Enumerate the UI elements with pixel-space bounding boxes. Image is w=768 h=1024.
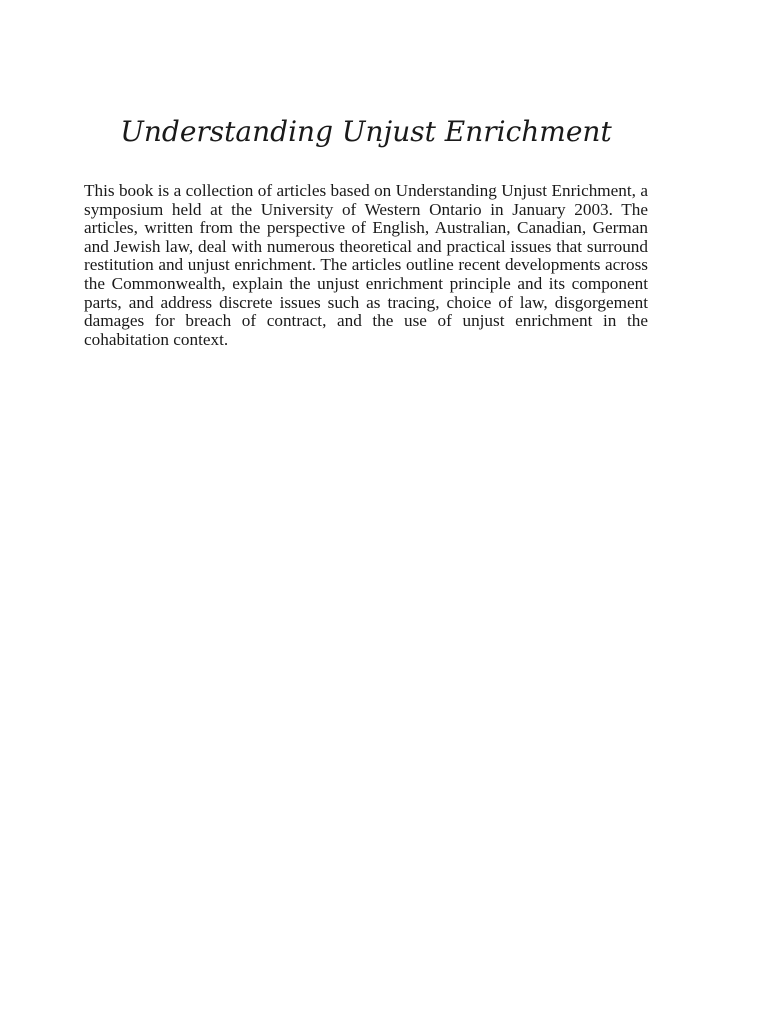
book-title: Understanding Unjust Enrichment	[120, 115, 612, 148]
book-description: This book is a collection of articles based on Understanding Unjust Enrichment, a symposium held at the University of Western Ontario in January 2003. The articles, written from the perspective of English, Australian, Canadian, German and Jewish law, deal with numerous theoretical and practical issues that surround restitution and unjust enrichment. The articles outline recent developments across the Commonwealth, explain the unjust enrichment principle and its component parts, and address discrete issues such as tracing, choice of law, disgorgement damages for breach of contract, and the use of unjust enrichment in the cohabitation context.	[84, 181, 648, 349]
